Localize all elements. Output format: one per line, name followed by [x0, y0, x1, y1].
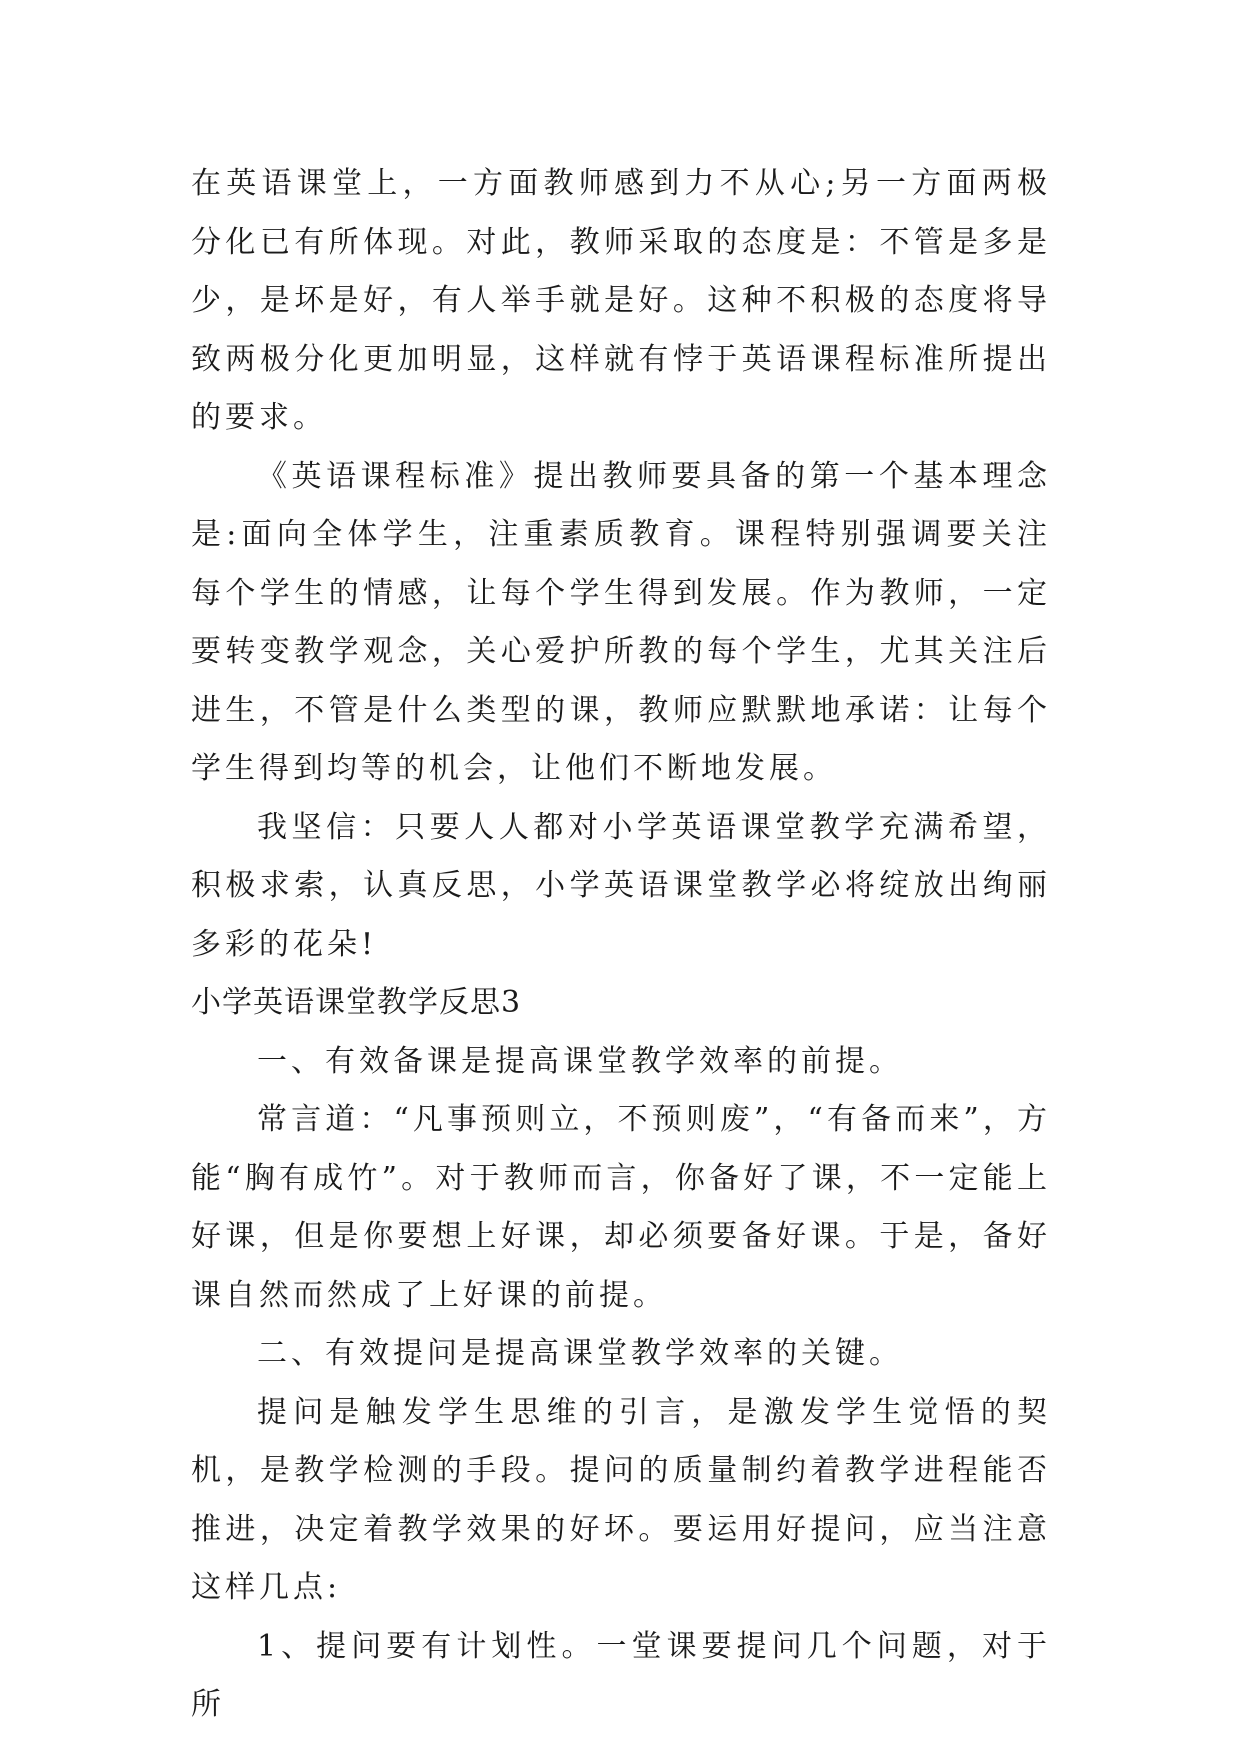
- paragraph-8: 1、提问要有计划性。一堂课要提问几个问题，对于所: [191, 1628, 1051, 1722]
- paragraph-2: 《英语课程标准》提出教师要具备的第一个基本理念是:面向全体学生，注重素质教育。课程特别强调要关注每个学生的情感，让每个学生得到发展。作为教师，一定要转变教学观念，关心爱护所教的每个学生，尤其关注后进生，不管是什么类型的课，教师应默默地承诺：让每个学生得到均等的机会，让他们不断地发展。: [191, 458, 1051, 786]
- paragraph-7: 提问是触发学生思维的引言，是激发学生觉悟的契机，是教学检测的手段。提问的质量制约着教学进程能否推进，决定着教学效果的好坏。要运用好提问，应当注意这样几点:: [191, 1394, 1051, 1605]
- paragraph-1: 在英语课堂上，一方面教师感到力不从心;另一方面两极分化已有所体现。对此，教师采取的态度是：不管是多是少，是坏是好，有人举手就是好。这种不积极的态度将导致两极分化更加明显，这样就有悖于英语课程标准所提出的要求。: [191, 166, 1051, 435]
- document-body: [191, 155, 1051, 1735]
- paragraph-3: 我坚信：只要人人都对小学英语课堂教学充满希望，积极求索，认真反思，小学英语课堂教学必将绽放出绚丽多彩的花朵!: [191, 809, 1051, 962]
- section-heading: 小学英语课堂教学反思3: [191, 985, 522, 1020]
- paragraph-4: 一、有效备课是提高课堂教学效率的前提。: [257, 1043, 903, 1079]
- paragraph-6: 二、有效提问是提高课堂教学效率的关键。: [257, 1336, 903, 1371]
- paragraph-5: 常言道：“凡事预则立，不预则废”，“有备而来”，方能“胸有成竹”。对于教师而言，你备好了课，不一定能上好课，但是你要想上好课，却必须要备好课。于是，备好课自然而然成了上好课的前提。: [191, 1102, 1051, 1313]
